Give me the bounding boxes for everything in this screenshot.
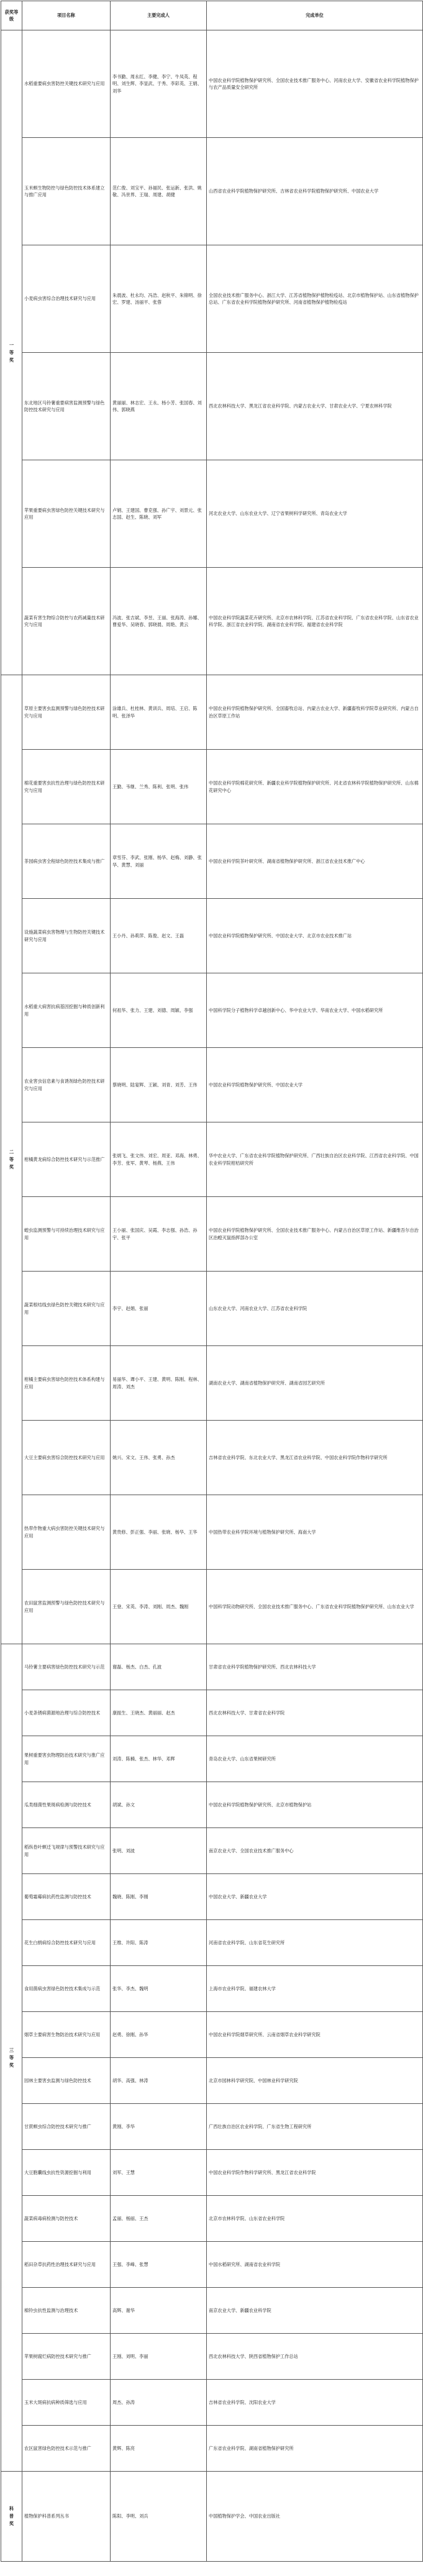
contributors-cell: 王登、宋英、李涛、刘刚、周杰、魏刚	[111, 1570, 207, 1644]
contributors-cell: 孟丽、杨丽、王杰	[111, 2196, 207, 2242]
project-name-cell: 稻田杂草抗药性治理技术研究与应用	[22, 2242, 111, 2288]
contributors-cell: 张华、李杰、魏明	[111, 1966, 207, 2012]
project-name-cell: 苹果树腐烂病防控技术研究与推广	[22, 2334, 111, 2380]
institutions-cell: 广西壮族自治区农业科学院、广东省生物工程研究所	[207, 2104, 423, 2150]
header-level: 获奖等级	[1, 1, 22, 30]
award-level-label: 一等奖	[9, 342, 14, 363]
table-row	[1, 2334, 423, 2380]
contributors-cell: 易丽华、谭小平、王建、黄明、陈刚、程林、周涛、刘杰	[111, 1346, 207, 1421]
institutions-cell: 广东省农业科学院、湖南省植物保护研究所	[207, 2426, 423, 2472]
institutions-cell: 西北农林科技大学、甘肃省农业科学院	[207, 1690, 423, 1736]
contributors-cell: 魏晓、陈刚、李刚	[111, 1874, 207, 1920]
contributors-cell: 李宇、赵娟、张丽	[111, 1272, 207, 1346]
award-level-cell	[1, 1644, 22, 2472]
institutions-cell: 上海市农业科学院、福建农林大学	[207, 1966, 423, 2012]
table-row	[1, 568, 423, 675]
table-row	[1, 2288, 423, 2334]
table-row	[1, 899, 423, 973]
project-name-cell: 农业害虫信息素与食诱剂绿色防控技术研究与应用	[22, 1048, 111, 1122]
table-row	[1, 1644, 423, 1690]
project-name-cell: 蔬菜根结线虫绿色防控关键技术研究与应用	[22, 1272, 111, 1346]
institutions-cell: 中国农业科学院植物保护研究所、中国农业大学	[207, 1048, 423, 1122]
institutions-cell: 中国农业科学院植物保护研究所、全国农业技术推广服务中心、河南农业大学、安徽省农业科学院植物保护与农产品质量安全研究所	[207, 30, 423, 138]
table-row	[1, 245, 423, 353]
project-name-cell: 瓜类细菌性果斑病检测与防控技术	[22, 1782, 111, 1828]
project-name-cell: 小麦病虫害综合治理技术研究与应用	[22, 245, 111, 353]
contributors-cell: 谢磊、杨杰、白杰、孔波	[111, 1644, 207, 1690]
project-name-cell: 蔬菜病毒病检测与防控技术	[22, 2196, 111, 2242]
project-name-cell: 苹果重要病虫害绿色防控关键技术研究与应用	[22, 460, 111, 568]
award-level-cell	[1, 2472, 22, 2562]
project-name-cell: 水稻重要病虫害防控关键技术研究与应用	[22, 30, 111, 138]
project-name-cell: 柑橘主要病虫害绿色防控技术体系构建与应用	[22, 1346, 111, 1421]
table-row	[1, 1966, 423, 2012]
contributors-cell: 范仁俊、刘宝平、孙福民、张运新、张洪、姚敬、冯世界、王瑞、周建、胡健	[111, 138, 207, 245]
table-row	[1, 1421, 423, 1495]
contributors-cell: 胡华、高强、林涛	[111, 2058, 207, 2104]
table-row	[1, 1920, 423, 1966]
table-row	[1, 2012, 423, 2058]
contributors-cell: 王勤、韦继、兰秀、陈利、张明、张伟	[111, 750, 207, 824]
table-row	[1, 675, 423, 750]
institutions-cell: 北京市园林科学研究院、中国林业科学研究院	[207, 2058, 423, 2104]
institutions-cell: 华中农业大学、广东省农业科学院植物保护研究所、广西壮族自治区农业科学院、江西省农业科学院、中国农业科学院柑桔研究所	[207, 1122, 423, 1197]
contributors-cell: 陈阳、李明、刘兵	[111, 2472, 207, 2562]
contributors-cell: 刘涛、陈楠、张杰、林华、邓辉	[111, 1736, 207, 1782]
institutions-cell: 中国科学院分子植物科学卓越创新中心、华中农业大学、华南农业大学、中国水稻研究所	[207, 973, 423, 1048]
institutions-cell: 中国植物保护学会、中国农业出版社	[207, 2472, 423, 2562]
institutions-cell: 中国农业科学院茶叶研究所、湖南省植物保护研究所、浙江省农业技术推广中心	[207, 824, 423, 899]
table-row	[1, 750, 423, 824]
contributors-cell: 黄刚、李华	[111, 2104, 207, 2150]
contributors-cell: 周杰、孙涛	[111, 2380, 207, 2426]
contributors-cell: 张明、刘波	[111, 1828, 207, 1874]
institutions-cell: 湖南农业大学、湖南省植物保护研究所、湖南省园艺研究所	[207, 1346, 423, 1421]
table-row	[1, 1346, 423, 1421]
award-level-label: 科普奖	[9, 2506, 14, 2526]
header-institutions: 完成单位	[207, 1, 423, 30]
contributors-cell: 康振生、王晓杰、黄丽丽、赵杰	[111, 1690, 207, 1736]
contributors-cell: 李书勤、周永红、李健、李宁、牛凤英、程明、刘生辉、李显武、于秀、李彩英、王娟、刘华	[111, 30, 207, 138]
table-row	[1, 1874, 423, 1920]
institutions-cell: 中国农业科学院植物保护研究所、北京市植物保护站	[207, 1782, 423, 1828]
project-name-cell: 柑橘黄龙病综合防控技术研究与示范推广	[22, 1122, 111, 1197]
table-row	[1, 973, 423, 1048]
header-row	[1, 1, 423, 30]
institutions-cell: 中国科学院动物研究所、全国农业技术推广服务中心、广东省农业科学院植物保护研究所、山东农业大学	[207, 1570, 423, 1644]
table-row	[1, 1828, 423, 1874]
table-row	[1, 2380, 423, 2426]
institutions-cell: 中国农业科学院植物保护研究所、全国畜牧总站、内蒙古农业大学、新疆畜牧科学院草业研究所、内蒙古自治区草原工作站	[207, 675, 423, 750]
contributors-cell: 胡斌、孙文	[111, 1782, 207, 1828]
institutions-cell: 吉林省农业科学院、沈阳农业大学	[207, 2380, 423, 2426]
project-name-cell: 大豆胞囊线虫抗性资源挖掘与利用	[22, 2150, 111, 2196]
project-name-cell: 甘蔗螟虫综合防控技术研究与推广	[22, 2104, 111, 2150]
table-row	[1, 2058, 423, 2104]
project-name-cell: 植物保护科普系列丛书	[22, 2472, 111, 2562]
project-name-cell: 热带作物重大病虫害防控关键技术研究与应用	[22, 1495, 111, 1570]
institutions-cell: 中国农业科学院蔬菜花卉研究所、北京市农林科学院、江苏省农业科学院、广东省农业科学院、山东省农业科学院、浙江省农业科学院、湖南省农业科学院、福建省农业科学院	[207, 568, 423, 675]
table-row	[1, 1197, 423, 1272]
contributors-cell: 王刚、刘明、李丽	[111, 2334, 207, 2380]
institutions-cell: 吉林省农业科学院、东北农业大学、黑龙江省农业科学院、中国农业科学院作物科学研究所	[207, 1421, 423, 1495]
institutions-cell: 中国农业科学院烟草研究所、云南省烟草农业科学研究院	[207, 2012, 423, 2058]
table-row	[1, 2472, 423, 2562]
award-level-label: 二等奖	[9, 1149, 14, 1170]
table-row	[1, 460, 423, 568]
institutions-cell: 甘肃省农业科学院植物保护研究所、西北农林科技大学	[207, 1644, 423, 1690]
table-row	[1, 1736, 423, 1782]
table-row	[1, 1272, 423, 1346]
contributors-cell: 黄丽丽、林志宏、王永、杨小芳、张国春、刘伟、郭晓燕	[111, 353, 207, 460]
table-row	[1, 1495, 423, 1570]
project-name-cell: 玉米螟生物防控与绿色防控技术体系建立与推广应用	[22, 138, 111, 245]
contributors-cell: 王小丽、张国庆、吴霞、李志强、孙浩、孙宇、张平	[111, 1197, 207, 1272]
table-row	[1, 824, 423, 899]
project-name-cell: 葡萄霜霉病抗药性监测与防控技术	[22, 1874, 111, 1920]
table-row	[1, 138, 423, 245]
project-name-cell: 烟草主要病害生物防治技术研究与应用	[22, 2012, 111, 2058]
contributors-cell: 黄贵修、彭正强、李丽、张晓、杨华、王华	[111, 1495, 207, 1570]
institutions-cell: 河北农业大学、山东农业大学、辽宁省果树科学研究所、青岛农业大学	[207, 460, 423, 568]
table-row	[1, 1570, 423, 1644]
institutions-cell: 南京农业大学、新疆农业科学院	[207, 2288, 423, 2334]
project-name-cell: 东北地区马铃薯重要病害监测预警与绿色防控技术研究与应用	[22, 353, 111, 460]
award-table	[1, 1, 423, 2562]
table-row	[1, 2426, 423, 2472]
project-name-cell: 大豆主要病虫害综合防控技术研究与应用	[22, 1421, 111, 1495]
institutions-cell: 南京农业大学、全国农业技术推广服务中心	[207, 1828, 423, 1874]
contributors-cell: 冯波、张吉斌、李昱、王丽、张海涛、孙娜、曹爱华、吴晓春、郭晓晨、周艳、黄云	[111, 568, 207, 675]
institutions-cell: 北京市农林科学院、山东省农业科学院	[207, 2196, 423, 2242]
contributors-cell: 王维、许阳、陈涛	[111, 1920, 207, 1966]
project-name-cell: 花生白绢病综合防控技术研究与应用	[22, 1920, 111, 1966]
award-level-cell	[1, 675, 22, 1644]
institutions-cell: 中国农业科学院作物科学研究所、黑龙江省农业科学院	[207, 2150, 423, 2196]
institutions-cell: 中国农业大学、新疆农业大学	[207, 1874, 423, 1920]
contributors-cell: 王小丹、孙莉萍、陈俊、赵文、王磊	[111, 899, 207, 973]
institutions-cell: 青岛农业大学、山东省果树研究所	[207, 1736, 423, 1782]
project-name-cell: 农田鼠害监测预警与绿色防控技术研究与应用	[22, 1570, 111, 1644]
table-row	[1, 2196, 423, 2242]
project-name-cell: 农区鼠害绿色防控技术示范与推广	[22, 2426, 111, 2472]
project-name-cell: 小麦条锈病菌源地治理与综合防控技术	[22, 1690, 111, 1736]
contributors-cell: 张炳飞、张文伟、刘宏、周亚、邓海、林勇、李芳、张军、黄琴、杨燕、王伟	[111, 1122, 207, 1197]
project-name-cell: 玉米大斑病抗病种质筛选与应用	[22, 2380, 111, 2426]
table-row	[1, 2104, 423, 2150]
contributors-cell: 高辉、谢华	[111, 2288, 207, 2334]
contributors-cell: 蔡晓明、陆宴辉、王颖、刘青、刘芳、王伟	[111, 1048, 207, 1122]
contributors-cell: 黄辉、陈亮	[111, 2426, 207, 2472]
contributors-cell: 朱晨波、杜永均、冯浩、赵秋平、朱锦明、徐宏、罗建、汤丽平、张蓉	[111, 245, 207, 353]
table-row	[1, 1690, 423, 1736]
award-level-cell	[1, 30, 22, 675]
institutions-cell: 河南省农业科学院、山东省花生研究所	[207, 1920, 423, 1966]
header-project-name: 项目名称	[22, 1, 111, 30]
project-name-cell: 蝗虫监测预警与可持续治理技术研究与应用	[22, 1197, 111, 1272]
project-name-cell: 食用菌病虫害绿色防控技术集成与示范	[22, 1966, 111, 2012]
project-name-cell: 马铃薯主要病害绿色防控技术研究与示范	[22, 1644, 111, 1690]
contributors-cell: 章雪芬、李武、张刚、杨华、赵梅、刘静、张华、黄慧、刘丽	[111, 824, 207, 899]
table-row	[1, 353, 423, 460]
contributors-cell: 赵勇、徐刚、孙华	[111, 2012, 207, 2058]
contributors-cell: 姚兴、宋文、王伟、张勇、孙杰	[111, 1421, 207, 1495]
institutions-cell: 西北农林科技大学、黑龙江省农业科学院、内蒙古农业大学、甘肃农业大学、宁夏农林科学院	[207, 353, 423, 460]
project-name-cell: 棉铃虫抗性监测与治理技术	[22, 2288, 111, 2334]
table-row	[1, 2242, 423, 2288]
institutions-cell: 中国热带农业科学院环境与植物保护研究所、海南大学	[207, 1495, 423, 1570]
project-name-cell: 茶园病虫害全程绿色防控技术集成与推广	[22, 824, 111, 899]
table-row	[1, 1048, 423, 1122]
project-name-cell: 园林主要害虫监测与绿色防控技术	[22, 2058, 111, 2104]
contributors-cell: 王强、李峰、张慧	[111, 2242, 207, 2288]
contributors-cell: 何祖华、张力、王建、刘德、周颖、李强	[111, 973, 207, 1048]
table-row	[1, 1782, 423, 1828]
institutions-cell: 西北农林科技大学、陕西省植物保护工作总站	[207, 2334, 423, 2380]
award-body	[1, 30, 423, 2562]
table-row	[1, 2150, 423, 2196]
project-name-cell: 果树重要害虫物理防治技术研究与推广应用	[22, 1736, 111, 1782]
project-name-cell: 设施蔬菜病虫害物理与生物防控关键技术研究与应用	[22, 899, 111, 973]
institutions-cell: 中国农业科学院植物保护研究所、全国农业技术推广服务中心、内蒙古自治区草原工作站、新疆维吾尔自治区治蝗灭鼠指挥部办公室	[207, 1197, 423, 1272]
contributors-cell: 卢娟、王建国、曹克强、孙广宇、刘景元、张志国、赵生、陈晓、刘军	[111, 460, 207, 568]
project-name-cell: 水稻重大病害抗病基因挖掘与种质创新利用	[22, 973, 111, 1048]
table-row	[1, 30, 423, 138]
institutions-cell: 全国农业技术推广服务中心、浙江大学、江苏省植物保护植物检疫站、北京市植物保护站、山东省植物保护总站、广东省农业科学院植物保护研究所、河南省植物保护植物检疫站	[207, 245, 423, 353]
table-row	[1, 1122, 423, 1197]
institutions-cell: 中国农业科学院植物保护研究所、中国农业大学、北京市农业技术推广站	[207, 899, 423, 973]
project-name-cell: 蔬菜有害生物综合防控与农药减量技术研究与应用	[22, 568, 111, 675]
institutions-cell: 山西省农业科学院植物保护研究所、吉林省农业科学院植物保护研究所、中国农业大学	[207, 138, 423, 245]
contributors-cell: 涂雄兵、杜桂林、黄训兵、周培、王启、陈明、张泽华	[111, 675, 207, 750]
project-name-cell: 稻纵卷叶螟迁飞规律与预警技术研究与应用	[22, 1828, 111, 1874]
institutions-cell: 山东农业大学、河南农业大学、江苏省农业科学院	[207, 1272, 423, 1346]
header-main-contributors: 主要完成人	[111, 1, 207, 30]
institutions-cell: 中国水稻研究所、湖南省农业科学院	[207, 2242, 423, 2288]
contributors-cell: 刘军、王慧	[111, 2150, 207, 2196]
project-name-cell: 草原主要害虫监测预警与绿色防控技术研究与应用	[22, 675, 111, 750]
institutions-cell: 中国农业科学院棉花研究所、新疆农业科学院植物保护研究所、河北省农林科学院植物保护研究所、山东棉花研究中心	[207, 750, 423, 824]
award-level-label: 三等奖	[9, 2047, 14, 2068]
project-name-cell: 棉花重要害虫抗性治理与绿色防控技术研究与应用	[22, 750, 111, 824]
